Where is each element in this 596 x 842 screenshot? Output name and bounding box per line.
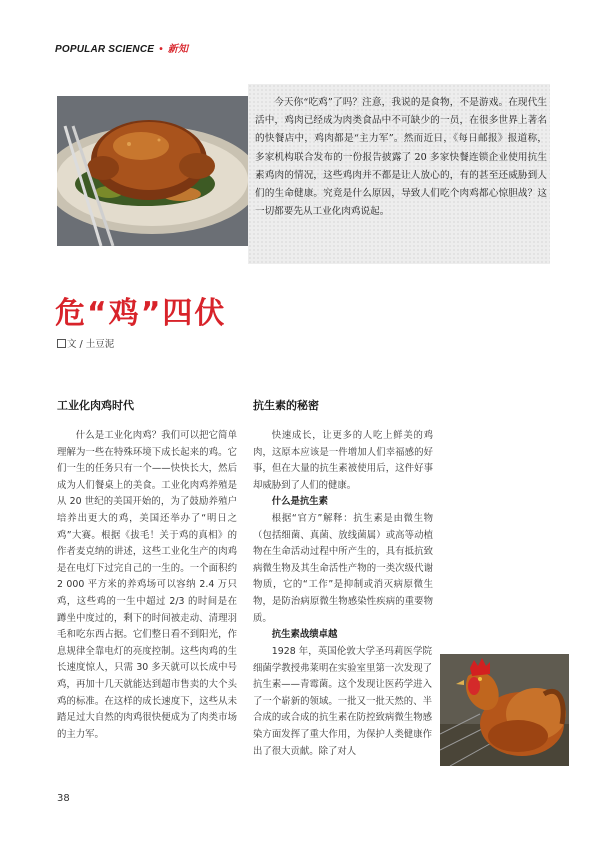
header-cn: 新知 — [167, 44, 189, 55]
page-number: 38 — [57, 793, 70, 804]
byline-text: 文 / 土豆泥 — [67, 339, 115, 350]
left-body-paragraph: 什么是工业化肉鸡？我们可以把它简单理解为一些在特殊环境下成长起来的鸡。它们一生的任务只有一个——快快长大，然后成为人们餐桌上的美食。工业化肉鸡养殖是从 20 世纪的美国开始的，为了鼓励养殖户培养出更大的鸡，美国还举办了“明日之鸡”大赛。根据《拔毛！关于鸡的真相》的作者麦克纳的讲述，这些工业化生产的肉鸡是在电灯下过完自己的一生的。一个面积约 2 000 平方米的养鸡场可以容纳 2.4 万只鸡，这些鸡的一生中超过 2/3 的时间是在蹲坐中度过的，剩下的时间被走动、清理羽毛和吃东西占据。它们整日看不到阳光，作息规律全靠电灯的亮度控制。这些肉鸡的生长速度惊人，只需 30 多天就可以长成中号鸡，再加十几天就能达到超市售卖的大个头鸡的标准。在这样的成长速度下，这些从未踏足过大自然的肉鸡很快便成为了肉类市场的主力军。 — [57, 430, 237, 740]
byline-box-icon — [57, 339, 66, 348]
byline — [57, 336, 114, 350]
left-column — [57, 428, 237, 743]
right-paragraph-3: 1928 年，英国伦敦大学圣玛莉医学院细菌学教授弗莱明在实验室里第一次发现了抗生素——青霉菌。这个发现让医药学进入了一个崭新的领域。一批又一批天然的、半合成的或合成的抗生素在防控致病微生物感染方面发挥了重大作用，为保护人类健康作出了很大贡献。除了对人 — [253, 646, 432, 757]
subheading-what-is-antibiotic: 什么是抗生素 — [271, 496, 329, 508]
header-dot: • — [159, 44, 163, 55]
right-paragraph-1: 快速成长，让更多的人吃上鲜美的鸡肉，这原本应该是一件增加人们幸福感的好事，但在大量的抗生素被使用后，这件好事却威胁到了人们的健康。 — [253, 430, 433, 491]
header-en: POPULAR SCIENCE — [55, 44, 155, 55]
right-column-lower — [253, 644, 432, 760]
magazine-header — [55, 40, 188, 55]
roast-chicken-photo — [57, 96, 248, 246]
section-heading-industrial-chicken: 工业化肉鸡时代 — [57, 399, 134, 412]
section-heading-antibiotics: 抗生素的秘密 — [253, 399, 319, 412]
subheading-antibiotic-achievements: 抗生素战绩卓越 — [271, 629, 338, 641]
right-paragraph-2: 根据“官方”解释：抗生素是由微生物（包括细菌、真菌、放线菌属）或高等动植物在生命活动过程中所产生的，具有抵抗致病微生物及其生命活性产物的一类次级代谢物质，它的“工作”是抑制或消灭病原微生物，是防治病原微生物感染性疾病的重要物质。 — [253, 512, 433, 624]
article-title: 危“鸡”四伏 — [55, 296, 227, 331]
rooster-photo — [440, 654, 569, 766]
intro-paragraph: 今天你“吃鸡”了吗？注意，我说的是食物，不是游戏。在现代生活中，鸡肉已经成为肉类食品中不可缺少的一员，在很多世界上著名的快餐店中，鸡肉都是“主力军”。然而近日，《每日邮报》报道称，多家机构联合发布的一份报告披露了 20 多家快餐连锁企业使用抗生素鸡肉的情况，这些鸡肉并不都是让人放心的，有的甚至还威胁到人们的生命健康。究竟是什么原因，导致人们吃个肉鸡都心惊胆战？这一切都要先从工业化肉鸡说起。 — [255, 97, 547, 218]
right-column-upper — [253, 428, 433, 644]
